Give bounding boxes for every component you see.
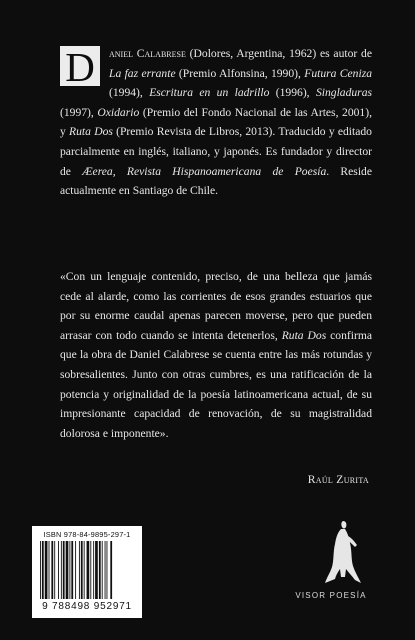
author-bio: [60, 44, 372, 201]
blurb-quote: [60, 267, 372, 443]
author-name: aniel Calabrese: [109, 47, 186, 60]
bio-text: (Dolores, Argentina, 1962) es autor de: [185, 47, 372, 60]
ean-digits: 9 788498 952971: [42, 601, 132, 612]
dropcap: D: [60, 46, 100, 86]
bio-text: (1996),: [269, 86, 316, 100]
bio-text: (Premio Revista de Libros, 2013). Traducido y editado parcialmente en inglés, italiano, y japonés. Es fundador y director de: [60, 125, 372, 178]
bio-text: (Premio Alfonsina, 1990),: [175, 66, 305, 80]
book-title: Escritura en un ladrillo: [149, 86, 270, 100]
quote-text: «Con un lenguaje contenido, preciso, de una belleza que jamás cede al alarde, como las corrientes de esos grandes estuarios que por su enorme caudal apenas parecen moverse, pero que pueden arrasar con todo cuando se intenta detenerlos,: [60, 270, 372, 342]
barcode: [32, 526, 142, 618]
book-title: Ruta Dos: [69, 125, 113, 139]
bio-text: (1997),: [60, 105, 98, 119]
journal-title: Æerea, Revista Hispanoamericana de Poesía: [82, 164, 327, 178]
bio-text: (Premio del Fondo Nacional de las Artes, 2001), y: [60, 105, 372, 139]
book-title: Futura Ceniza: [304, 66, 373, 80]
bio-text: (1994),: [109, 86, 150, 100]
quote-text: confirma que la obra de Daniel Calabrese se cuenta entre las más rotundas y sobresalientes. Junto con otras cumbres, es una ratificación de la potencia y originalidad de la poesía latinoamericana actual, de su impresionante capacidad de renovación, de su magistralidad dolorosa e imponente».: [60, 328, 373, 440]
bio-text: . Reside actualmente en Santiago de Chile.: [60, 164, 372, 198]
series-label: VISOR POESÍA: [295, 591, 367, 600]
barcode-bars: [40, 541, 136, 599]
book-title: Oxidario: [97, 105, 140, 119]
book-title: Singladuras: [315, 86, 372, 100]
mantle-figure-icon: [323, 517, 365, 587]
book-title: La faz errante: [109, 66, 176, 80]
isbn-label: ISBN 978-84-9895-297-1: [43, 530, 131, 539]
book-title: Ruta Dos: [281, 328, 327, 342]
quote-author: Raúl Zurita: [307, 473, 369, 486]
